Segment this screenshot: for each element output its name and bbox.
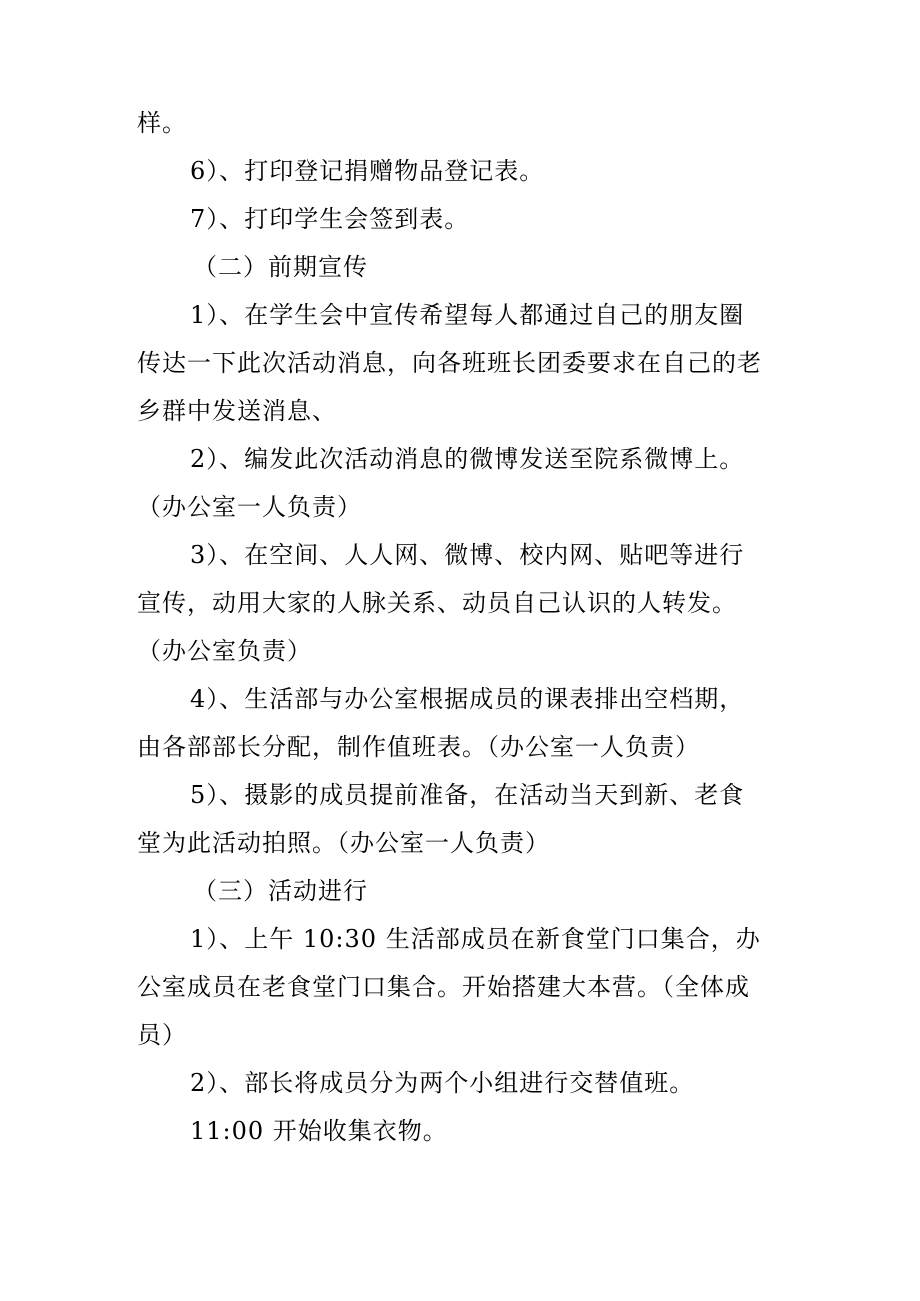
list-item-6: 6）、打印登记捐赠物品登记表。: [190, 157, 545, 185]
text-line-9: （办公室一人负责）: [137, 493, 362, 521]
text-line-12: （办公室负责）: [137, 637, 312, 665]
text-line-6: 传达一下此次活动消息，向各班班长团委要求在自己的老: [137, 349, 762, 377]
text-line-11: 宣传，动用大家的人脉关系、动员自己认识的人转发。: [137, 589, 737, 617]
text-line-14: 由各部部长分配，制作值班表。（办公室一人负责）: [137, 733, 700, 761]
text-line-20: 员）: [137, 1021, 187, 1049]
text-line-10: 3）、在空间、人人网、微博、校内网、贴吧等进行: [190, 541, 745, 569]
text-line-5: 1）、在学生会中宣传希望每人都通过自己的朋友圈: [190, 301, 745, 329]
text-line-15: 5）、摄影的成员提前准备，在活动当天到新、老食: [190, 781, 745, 809]
text-line-18: 1）、上午 10:30 生活部成员在新食堂门口集合，办: [190, 925, 761, 953]
text-line-7: 乡群中发送消息、: [137, 397, 337, 425]
list-item-7: 7）、打印学生会签到表。: [190, 205, 470, 233]
section-heading-2: （二）前期宣传: [193, 253, 368, 281]
text-line-21: 2）、部长将成员分为两个小组进行交替值班。: [190, 1069, 695, 1097]
text-line-19: 公室成员在老食堂门口集合。开始搭建大本营。（全体成: [137, 973, 750, 1001]
section-heading-3: （三）活动进行: [193, 877, 368, 905]
text-line-22: 11:00 开始收集衣物。: [190, 1117, 448, 1145]
text-line-16: 堂为此活动拍照。（办公室一人负责）: [137, 829, 550, 857]
text-line-13: 4）、生活部与办公室根据成员的课表排出空档期，: [190, 685, 745, 713]
text-line-8: 2）、编发此次活动消息的微博发送至院系微博上。: [190, 445, 745, 473]
text-line-1: 样。: [137, 109, 187, 137]
